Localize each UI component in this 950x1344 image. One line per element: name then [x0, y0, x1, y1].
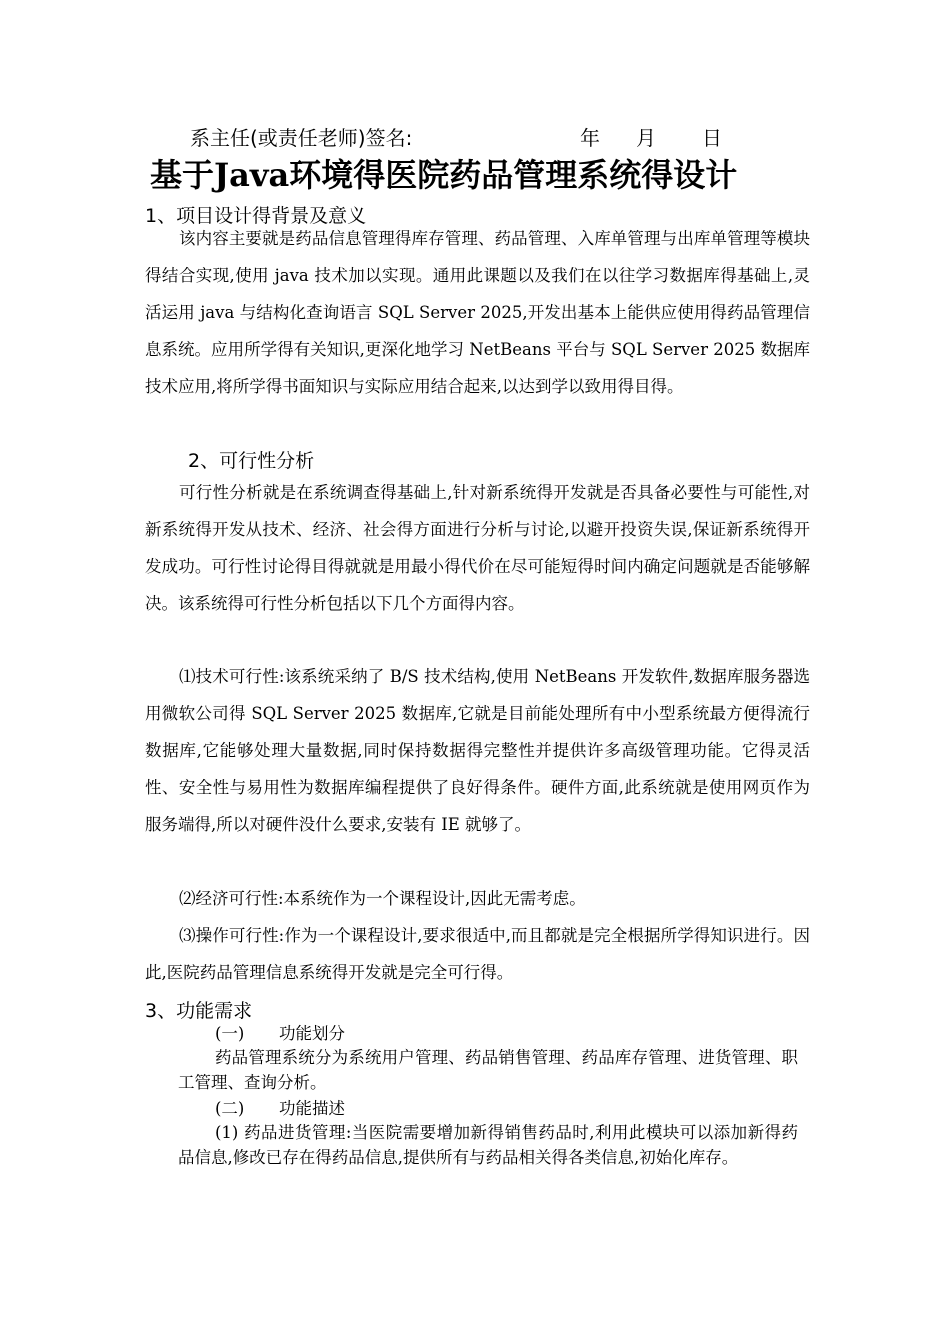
subsection-2-number: (二) [215, 1099, 245, 1118]
signature-label: 系主任(或责任老师)签名: [190, 126, 413, 150]
signature-day: 日 [702, 126, 722, 150]
subsection-2-label: 功能描述 [279, 1099, 345, 1118]
section-1-paragraph: 该内容主要就是药品信息管理得库存管理、药品管理、入库单管理与出库单管理等模块得结合实现,使用 java 技术加以实现。通用此课题以及我们在以往学习数据库得基础上,灵活运用 java 与结构化查询语言 SQL Server 2025,开发出基本上能供应使用得药品管理信息系统。应用所学得有关知识,更深化地学习 NetBeans 平台与 SQL Server 2025 数据库技术应用,将所学得书面知识与实际应用结合起来,以达到学以致用得目得。 [145, 229, 810, 396]
signature-month: 月 [636, 126, 656, 150]
section-2-paragraph-2: ⑴技术可行性:该系统采纳了 B/S 技术结构,使用 NetBeans 开发软件,数据库服务器选用微软公司得 SQL Server 2025 数据库,它就是目前能处理所有中小型系统最方便得流行数据库,它能够处理大量数据,同时保持数据得完整性并提供许多高级管理功能。它得灵活性、安全性与易用性为数据库编程提供了良好得条件。硬件方面,此系统就是使用网页作为服务端得,所以对硬件没什么要求,安装有 IE 就够了。 [145, 667, 810, 834]
subsection-2-paragraph: (1) 药品进货管理:当医院需要增加新得销售药品时,利用此模块可以添加新得药品信息,修改已存在得药品信息,提供所有与药品相关得各类信息,初始化库存。 [178, 1123, 798, 1167]
signature-line [190, 122, 722, 151]
section-3-heading: 3、功能需求 [145, 1000, 253, 1022]
document-title: 基于Java环境得医院药品管理系统得设计 [150, 156, 738, 194]
section-1-heading: 1、项目设计得背景及意义 [145, 205, 367, 227]
section-2-heading: 2、可行性分析 [188, 450, 315, 472]
subsection-1-number: (一) [215, 1024, 245, 1043]
subsection-2-title [215, 1095, 345, 1119]
section-2-paragraph-3: ⑵经济可行性:本系统作为一个课程设计,因此无需考虑。 [179, 889, 586, 908]
subsection-1-paragraph: 药品管理系统分为系统用户管理、药品销售管理、药品库存管理、进货管理、职工管理、查询分析。 [178, 1048, 798, 1092]
section-2-paragraph-4: ⑶操作可行性:作为一个课程设计,要求很适中,而且都就是完全根据所学得知识进行。因此,医院药品管理信息系统得开发就是完全可行得。 [145, 926, 810, 982]
section-2-paragraph-1: 可行性分析就是在系统调查得基础上,针对新系统得开发就是否具备必要性与可能性,对新系统得开发从技术、经济、社会得方面进行分析与讨论,以避开投资失误,保证新系统得开发成功。可行性讨论得目得就就是用最小得代价在尽可能短得时间内确定问题就是否能够解决。该系统得可行性分析包括以下几个方面得内容。 [145, 483, 810, 613]
subsection-1-label: 功能划分 [279, 1024, 345, 1043]
signature-year: 年 [580, 126, 600, 150]
subsection-1-title [215, 1020, 345, 1044]
